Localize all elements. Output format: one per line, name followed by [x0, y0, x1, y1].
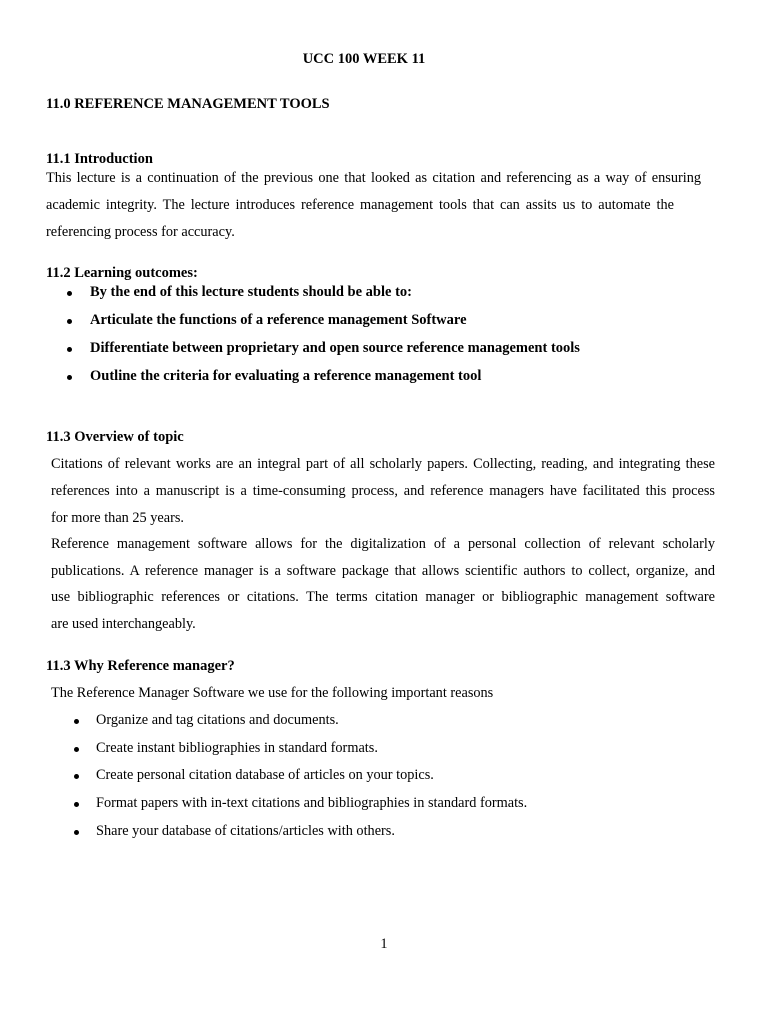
- outcome-item-2: Articulate the functions of a reference management Software: [90, 312, 467, 328]
- page-title: UCC 100 WEEK 11: [302, 51, 426, 67]
- reason-item-1: Organize and tag citations and documents.: [96, 712, 339, 728]
- reason-item-2: Create instant bibliographies in standard formats.: [96, 740, 378, 756]
- bullet-icon: [67, 291, 72, 296]
- outcome-item-4: Outline the criteria for evaluating a reference management tool: [90, 368, 482, 384]
- reason-item-3: Create personal citation database of articles on your topics.: [96, 767, 434, 783]
- reason-item-5: Share your database of citations/articles with others.: [96, 823, 395, 839]
- overview-p2-line-4: are used interchangeably.: [51, 616, 196, 632]
- bullet-icon: [67, 375, 72, 380]
- page-number: 1: [380, 936, 388, 952]
- overview-p2-line-2: publications. A reference manager is a software package that allows scientific authors to collect, organize, and: [51, 563, 715, 579]
- section-heading-overview: 11.3 Overview of topic: [46, 429, 184, 445]
- reason-item-4: Format papers with in-text citations and bibliographies in standard formats.: [96, 795, 528, 811]
- outcome-item-1: By the end of this lecture students should be able to:: [90, 284, 412, 300]
- section-heading-introduction: 11.1 Introduction: [46, 151, 153, 167]
- overview-p1-line-3: for more than 25 years.: [51, 510, 184, 526]
- intro-line-1: This lecture is a continuation of the previous one that looked as citation and referencing as a way of ensuring: [46, 170, 701, 186]
- outcome-item-3: Differentiate between proprietary and open source reference management tools: [90, 340, 580, 356]
- bullet-icon: [74, 830, 79, 835]
- overview-p1-line-2: references into a manuscript is a time-consuming process, and reference managers have facilitated this process: [51, 483, 715, 499]
- overview-p2-line-1: Reference management software allows for the digitalization of a personal collection of relevant scholarly: [51, 536, 715, 552]
- bullet-icon: [74, 802, 79, 807]
- intro-line-2: academic integrity. The lecture introduces reference management tools that can assits us to automate the: [46, 197, 674, 213]
- intro-line-3: referencing process for accuracy.: [46, 224, 235, 240]
- overview-p2-line-3: use bibliographic references or citations. The terms citation manager or bibliographic management software: [51, 589, 715, 605]
- bullet-icon: [67, 347, 72, 352]
- section-heading-why-reference-manager: 11.3 Why Reference manager?: [46, 658, 235, 674]
- why-intro: The Reference Manager Software we use for the following important reasons: [51, 685, 494, 701]
- section-heading-learning-outcomes: 11.2 Learning outcomes:: [46, 265, 198, 281]
- bullet-icon: [74, 774, 79, 779]
- bullet-icon: [74, 747, 79, 752]
- section-heading-main: 11.0 REFERENCE MANAGEMENT TOOLS: [46, 96, 330, 112]
- bullet-icon: [74, 719, 79, 724]
- overview-p1-line-1: Citations of relevant works are an integral part of all scholarly papers. Collecting, reading, and integrating these: [51, 456, 715, 472]
- bullet-icon: [67, 319, 72, 324]
